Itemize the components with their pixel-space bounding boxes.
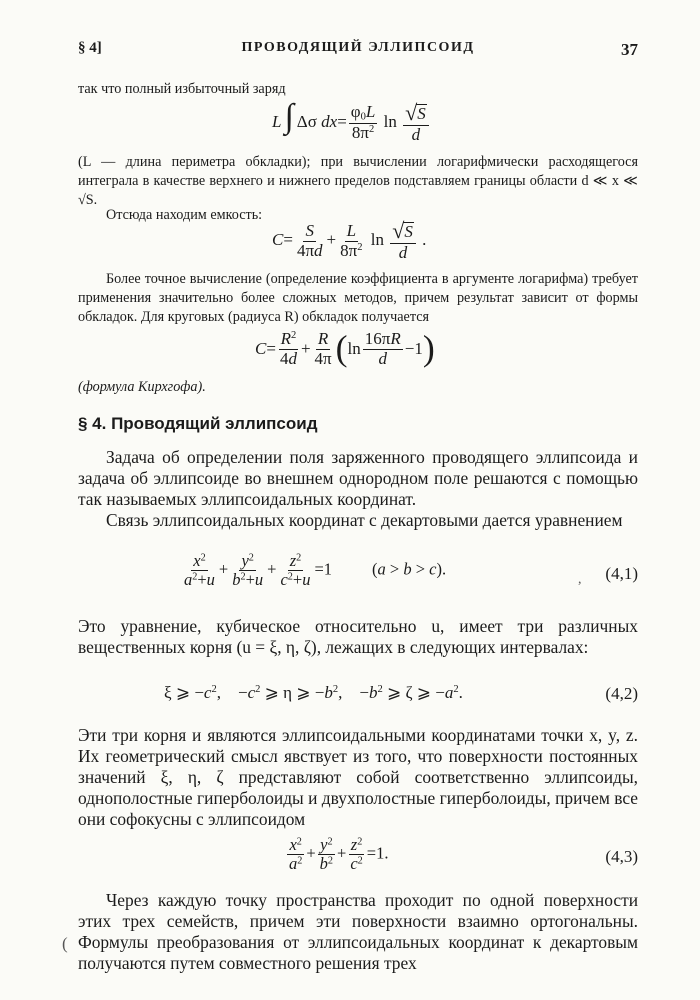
text-p4: Более точное вычисление (определение коэффициента в аргументе логарифма) требует применения значительно более сложных методов, причем результат зависит от формы обкладок. Для круговых (радиуса R) обкладок получается bbox=[78, 271, 638, 325]
equation-charge bbox=[272, 100, 431, 144]
eq-charge-render: L∫ Δσ dx= $\frac{\varphi_0L}{8\pi^2}$ ln √ S d bbox=[272, 100, 431, 144]
page-number: 37 bbox=[621, 40, 638, 59]
equation-4-1 bbox=[180, 552, 446, 589]
margin-bracket-mark: ( bbox=[62, 934, 68, 953]
text-p10: Через каждую точку пространства проходит по одной поверхности этих трех семейств, причем эти поверхности взаимно ортогональны. Формулы преобразования от эллипсоидальных координат к декартовым получаются путем совместного решения трех bbox=[78, 890, 638, 973]
equation-4-2 bbox=[164, 683, 463, 703]
text-p7: Связь эллипсоидальных координат с декартовыми дается уравнением bbox=[106, 510, 623, 530]
eq-4-3-render: $\frac{x^2}{a^2}$ + $\frac{y^2}{b^2}$ + $\frac{z^2}{c^2}$ =1. bbox=[289, 835, 389, 874]
text-p5: (формула Кирхгофа). bbox=[78, 379, 206, 395]
equation-number-4-3: (4,3) bbox=[605, 847, 638, 866]
text-p9: Эти три корня и являются эллипсоидальными координатами точки x, y, z. Их геометрический смысл явствует из того, что поверхности постоянных значений ξ, η, ζ представляют собой соответственно эллипсоиды, однополостные гиперболоиды и двухполостные гиперболоиды, причем все они софокусны с эллипсоидом bbox=[78, 725, 638, 829]
section-ref: § 4] bbox=[78, 40, 102, 56]
equation-capacity bbox=[272, 220, 426, 262]
running-title: ПРОВОДЯЩИЙ ЭЛЛИПСОИД bbox=[241, 40, 475, 55]
text-p8: Это уравнение, кубическое относительно u, имеет три различных вещественных корня (u = ξ, η, ζ), лежащих в следующих интервалах: bbox=[78, 616, 638, 657]
eq-4-2-render: ξ ⩾ $-c^2$, $-c^2$ ⩾ η ⩾ $-b^2$, $-b^2$ ⩾ ζ ⩾ $-a^2$. bbox=[164, 683, 463, 702]
eq-capacity-render: C= $\frac{S}{4\pi d}$ + $\frac{L}{8\pi^2}$ ln √ S d . bbox=[272, 218, 427, 262]
eq-4-1-render: $\frac{x^2}{a^2+u}$ + $\frac{y^2}{b^2+u}$ + $\frac{z^2}{c^2+u}$ =1 (a > b > c). bbox=[184, 551, 447, 590]
equation-kirchhoff bbox=[255, 330, 435, 368]
equation-number-4-1: (4,1) bbox=[605, 564, 638, 583]
text-p2: (L — длина периметра обкладки); при вычислении логарифмически расходящегося интеграла в качестве верхнего и нижнего пределов подставляем границы области d ≪ x ≪ √S. bbox=[78, 154, 638, 208]
equation-number-4-2: (4,2) bbox=[605, 684, 638, 703]
eq-kirchhoff-render: C = $\frac{R^2}{4d}$ + $\frac{R}{4\pi}$ ( ln $\frac{16\pi R}{d}$ −1 ) bbox=[255, 328, 435, 369]
equation-4-3 bbox=[285, 836, 388, 873]
text-p6: Задача об определении поля заряженного проводящего эллипсоида и задача об эллипсоиде во внешнем однородном поле решаются с помощью так называемых эллипсоидальных координат. bbox=[78, 447, 638, 509]
margin-tick-mark: , bbox=[578, 572, 582, 587]
text-p3: Отсюда находим емкость: bbox=[106, 207, 263, 223]
running-header bbox=[78, 40, 638, 62]
section-heading: § 4. Проводящий эллипсоид bbox=[78, 414, 318, 433]
text-p1: так что полный избыточный заряд bbox=[78, 81, 286, 97]
